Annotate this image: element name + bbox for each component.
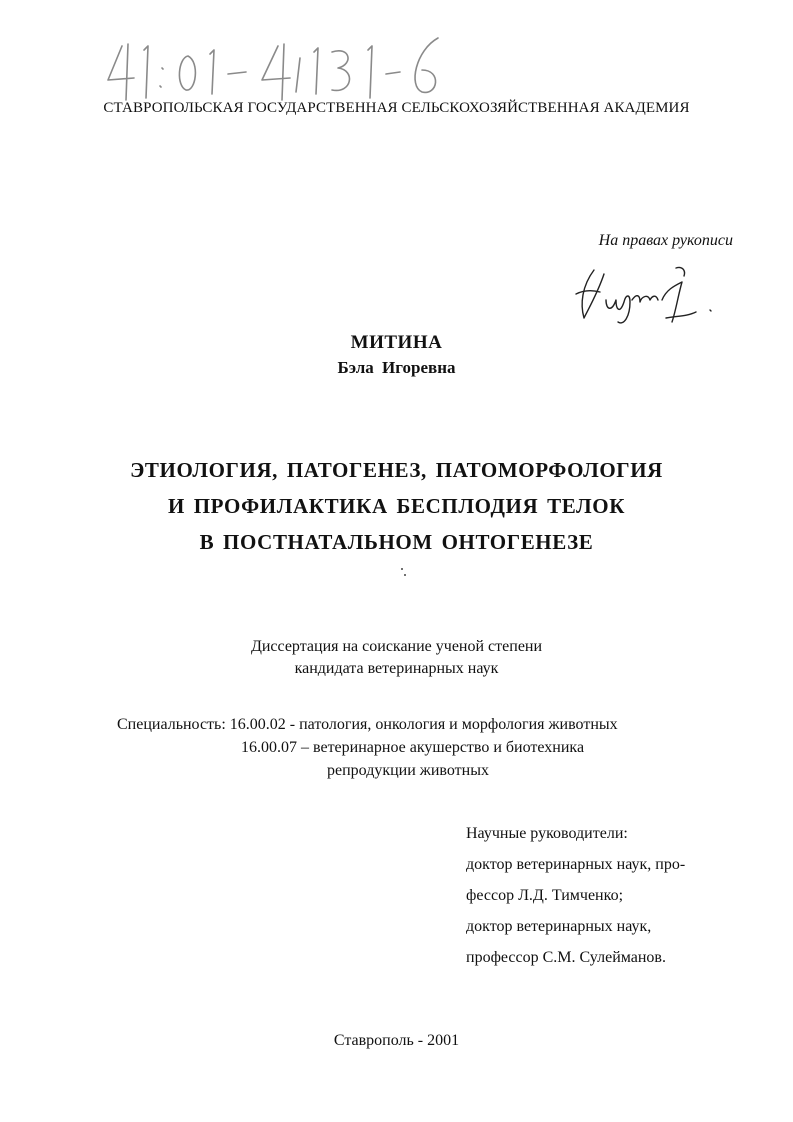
scan-speck xyxy=(401,568,403,570)
supervisor-line: доктор ветеринарных наук, xyxy=(466,918,652,935)
author-surname: МИТИНА xyxy=(350,332,443,353)
city-and-year: Ставрополь - 2001 xyxy=(333,1032,460,1049)
degree-line: Диссертация на соискание ученой степени xyxy=(250,638,543,655)
dissertation-title xyxy=(0,452,793,560)
supervisor-line: профессор С.М. Сулейманов. xyxy=(466,949,666,966)
author-given-names: Бэла Игоревна xyxy=(337,358,456,377)
scan-speck xyxy=(404,574,406,576)
supervisor-line: фессор Л.Д. Тимченко; xyxy=(466,887,624,904)
title-line: ЭТИОЛОГИЯ, ПАТОГЕНЕЗ, ПАТОМОРФОЛОГИЯ xyxy=(130,458,663,482)
supervisor-line: доктор ветеринарных наук, про- xyxy=(466,856,686,873)
title-line: И ПРОФИЛАКТИКА БЕСПЛОДИЯ ТЕЛОК xyxy=(167,494,626,518)
scientific-supervisors xyxy=(466,818,685,973)
supervisors-heading: Научные руководители: xyxy=(466,825,628,842)
specialty-line-3: репродукции животных xyxy=(327,762,489,779)
specialty-line-1: Специальность: 16.00.02 - патология, онкология и морфология животных xyxy=(117,716,618,733)
specialty-line-2: 16.00.07 – ветеринарное акушерство и биотехника xyxy=(241,739,585,756)
degree-statement xyxy=(0,636,793,680)
manuscript-rights-note: На правах рукописи xyxy=(598,232,733,249)
degree-line: кандидата ветеринарных наук xyxy=(294,660,499,677)
author-signature xyxy=(570,260,730,332)
institution-name: СТАВРОПОЛЬСКАЯ ГОСУДАРСТВЕННАЯ СЕЛЬСКОХОЗЯЙСТВЕННАЯ АКАДЕМИЯ xyxy=(103,100,690,116)
title-line: В ПОСТНАТАЛЬНОМ ОНТОГЕНЕЗЕ xyxy=(199,530,594,554)
handwritten-archive-number xyxy=(100,28,560,108)
